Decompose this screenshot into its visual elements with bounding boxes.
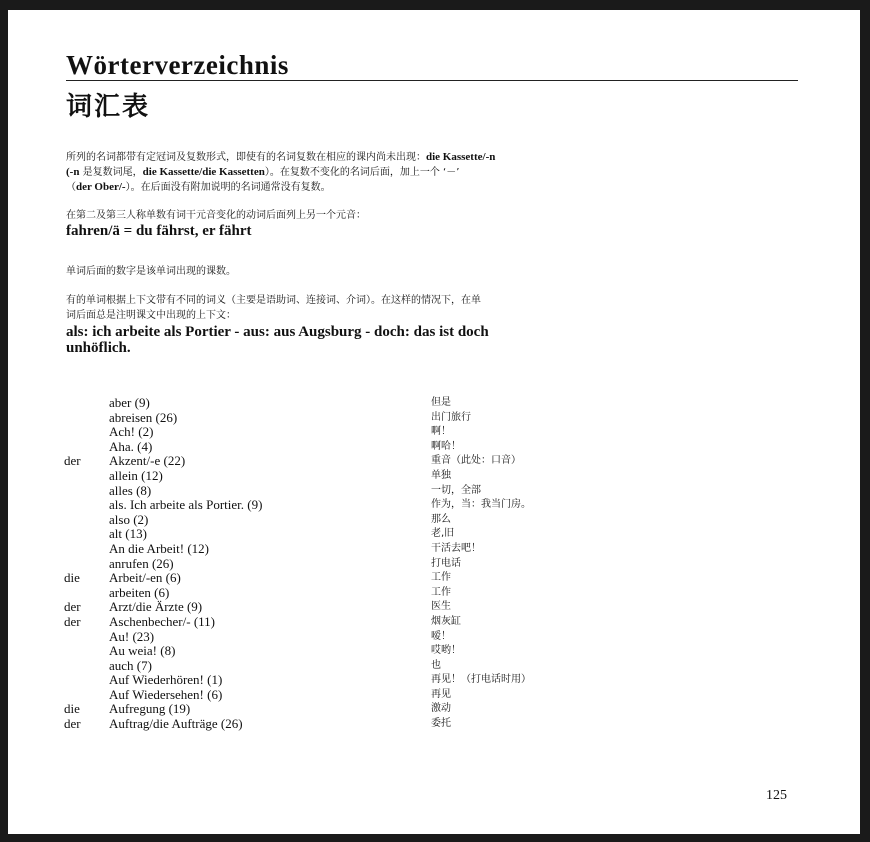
entry-translation: 也 <box>431 659 441 671</box>
vocabulary-entry <box>64 557 664 572</box>
vocabulary-entry <box>64 440 664 455</box>
entry-article: die <box>64 701 80 717</box>
intro-line2-bold-b: die Kassette/die Kassetten <box>142 166 265 178</box>
entry-word: Auf Wiederhören! (1) <box>109 672 223 688</box>
context-example-line2: unhöflich. <box>66 340 131 356</box>
intro-line2-text-b: ）。在复数不变化的名词后面，加上一个 ‘－’ <box>264 167 460 178</box>
intro-paragraph <box>66 150 806 195</box>
entry-word: abreisen (26) <box>109 409 178 425</box>
lesson-number-note: 单词后面的数字是该单词出现的课数。 <box>66 266 236 277</box>
vocabulary-entry <box>64 673 664 688</box>
entry-word: An die Arbeit! (12) <box>109 540 210 556</box>
entry-translation: 作为，当：我当门房。 <box>431 499 531 511</box>
vocabulary-entry <box>64 542 664 557</box>
entry-word: Auf Wiedersehen! (6) <box>109 686 223 702</box>
vocabulary-entry <box>64 498 664 513</box>
entry-translation: 但是 <box>431 397 451 408</box>
vocabulary-entry <box>64 702 664 717</box>
entry-translation: 一切，全部 <box>431 484 481 496</box>
vocabulary-entry <box>64 659 664 674</box>
vocabulary-entry <box>64 411 664 426</box>
vocabulary-entry <box>64 688 664 703</box>
vocabulary-entry <box>64 454 664 469</box>
entry-translation: 老,旧 <box>431 528 455 540</box>
title-divider <box>66 80 798 81</box>
entry-word: Au weia! (8) <box>109 643 176 659</box>
intro-line1-text: 所列的名词都带有定冠词及复数形式，即使有的名词复数在相应的课内尚未出现： <box>66 152 426 163</box>
entry-translation: 工作 <box>431 572 451 584</box>
entry-translation: 单独 <box>431 469 451 481</box>
entry-word: alles (8) <box>109 482 152 498</box>
context-note-line2: 词后面总是注明课文中出现的上下文： <box>66 310 236 321</box>
intro-line3-text-b: ）。在后面没有附加说明的名词通常没有复数。 <box>125 182 331 193</box>
entry-translation: 烟灰缸 <box>431 615 461 627</box>
vocabulary-entry <box>64 484 664 499</box>
entry-word: auch (7) <box>109 657 152 673</box>
entry-translation: 干活去吧！ <box>431 542 481 554</box>
entry-word: Arzt/die Ärzte (9) <box>109 599 203 615</box>
entry-translation: 出门旅行 <box>431 411 471 423</box>
entry-word: Au! (23) <box>109 628 155 644</box>
vocabulary-entry <box>64 513 664 528</box>
vocabulary-entry <box>64 527 664 542</box>
entry-translation: 啊哈！ <box>431 440 461 452</box>
entry-word: also (2) <box>109 511 149 527</box>
vocabulary-entry <box>64 615 664 630</box>
entry-word: Aschenbecher/- (11) <box>109 613 215 629</box>
vocabulary-entry <box>64 717 664 732</box>
entry-translation: 打电话 <box>431 557 461 569</box>
entry-article: die <box>64 570 80 586</box>
intro-line3-bold: der Ober/- <box>76 181 126 193</box>
entry-word: Arbeit/-en (6) <box>109 570 181 586</box>
vocabulary-entry <box>64 469 664 484</box>
entry-word: Akzent/-e (22) <box>109 453 186 469</box>
vocabulary-list <box>64 396 664 732</box>
page-subtitle: 词汇表 <box>66 92 151 122</box>
vocabulary-entry <box>64 600 664 615</box>
entry-word: anrufen (26) <box>109 555 174 571</box>
entry-article: der <box>64 613 81 629</box>
intro-line2-bold-a: (-n <box>66 166 80 178</box>
vocabulary-entry <box>64 571 664 586</box>
vocabulary-entry <box>64 396 664 411</box>
entry-translation: 再见 <box>431 688 451 700</box>
entry-translation: 委托 <box>431 718 451 730</box>
entry-word: als. Ich arbeite als Portier. (9) <box>109 497 263 513</box>
vocabulary-entry <box>64 586 664 601</box>
intro-line1-bold: die Kassette/-n <box>426 151 496 163</box>
entry-translation: 激动 <box>431 703 451 715</box>
entry-word: alt (13) <box>109 526 147 542</box>
intro-line3-text-a: （ <box>66 182 76 193</box>
scan-border-left <box>0 0 8 842</box>
intro-line2-text-a: 是复数词尾， <box>79 167 143 178</box>
entry-article: der <box>64 453 81 469</box>
vowel-change-note: 在第二及第三人称单数有词干元音变化的动词后面列上另一个元音： <box>66 210 366 221</box>
entry-translation: 哎哟！ <box>431 645 461 657</box>
vocabulary-entry <box>64 644 664 659</box>
context-note <box>66 293 806 323</box>
entry-article: der <box>64 716 81 732</box>
context-example-line1: als: ich arbeite als Portier - aus: aus Augsburg - doch: das ist doch <box>66 324 489 340</box>
vocabulary-entry <box>64 630 664 645</box>
context-example <box>66 324 806 356</box>
entry-word: allein (12) <box>109 467 163 483</box>
entry-translation: 再见！（打电话时用） <box>431 674 531 686</box>
entry-word: Auftrag/die Aufträge (26) <box>109 716 243 732</box>
scan-border-bottom <box>0 834 870 842</box>
page-title: Wörterverzeichnis <box>66 50 289 80</box>
entry-translation: 那么 <box>431 513 451 525</box>
entry-translation: 重音（此处：口音） <box>431 455 521 467</box>
scan-border-right <box>860 0 870 842</box>
entry-word: Ach! (2) <box>109 424 154 440</box>
entry-translation: 工作 <box>431 586 451 598</box>
entry-word: arbeiten (6) <box>109 584 170 600</box>
entry-word: Aufregung (19) <box>109 701 191 717</box>
entry-article: der <box>64 599 81 615</box>
scan-border-top <box>0 0 870 10</box>
entry-word: aber (9) <box>109 395 150 410</box>
page-number: 125 <box>766 788 787 803</box>
context-note-line1: 有的单词根据上下文带有不同的词义（主要是语助词、连接词、介词）。在这样的情况下，在单 <box>66 295 481 306</box>
entry-translation: 啊！ <box>431 426 451 438</box>
entry-translation: 嗳！ <box>431 630 451 642</box>
vowel-change-example: fahren/ä = du fährst, er fährt <box>66 223 252 239</box>
entry-word: Aha. (4) <box>109 438 153 454</box>
entry-translation: 医生 <box>431 601 451 613</box>
vocabulary-entry <box>64 425 664 440</box>
